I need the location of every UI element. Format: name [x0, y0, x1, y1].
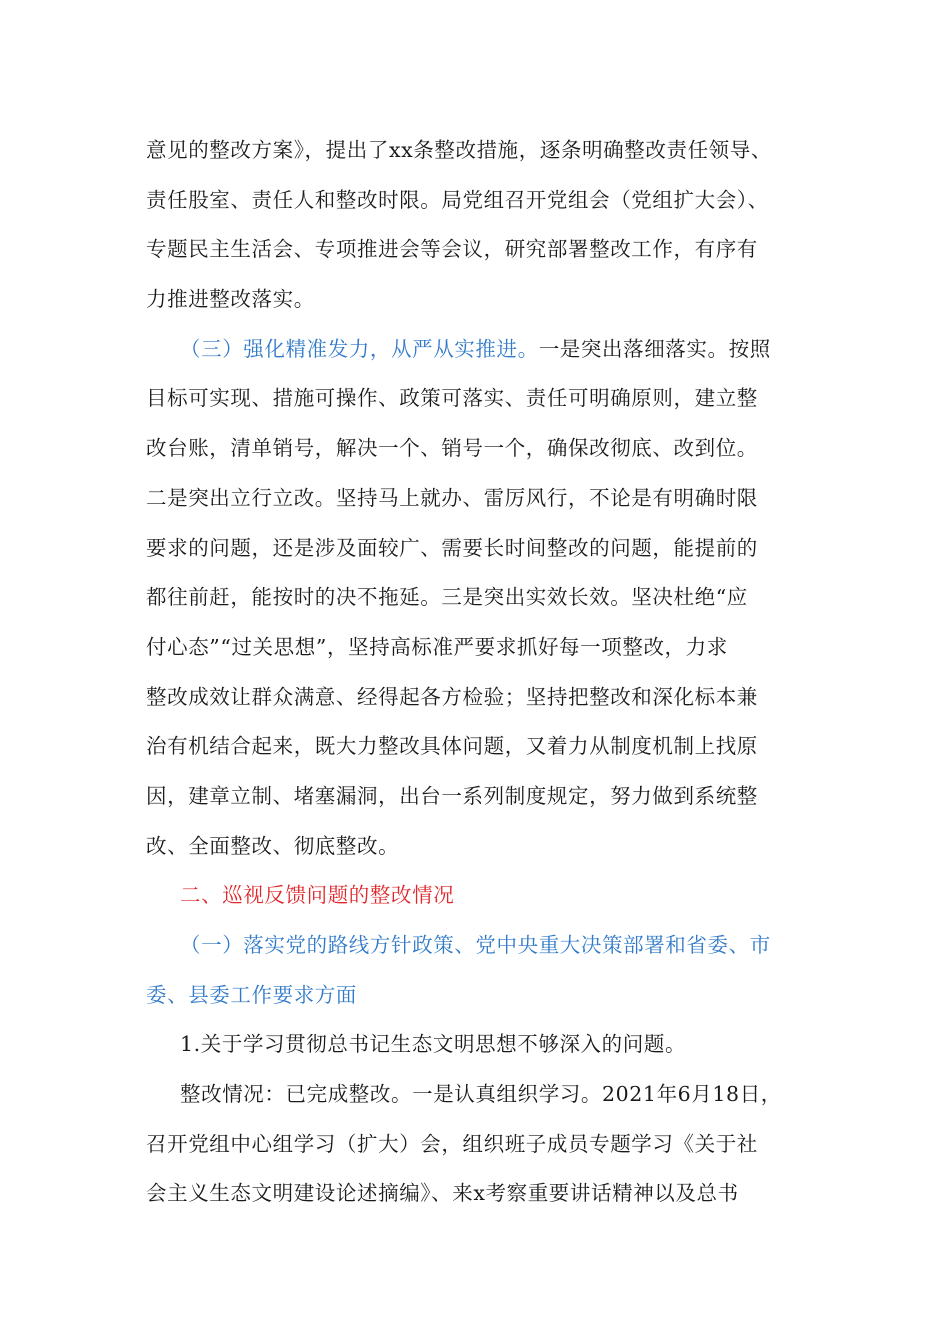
text-segment: 召开党组中心组学习（扩大）会，组织班子成员专题学习《关于社: [146, 1131, 758, 1156]
text-line: [146, 971, 820, 1021]
text-line: [146, 573, 820, 623]
text-line: [146, 1120, 820, 1170]
text-line: [146, 1020, 820, 1070]
text-line: [146, 1169, 820, 1219]
text-segment: 专题民主生活会、专项推进会等会议，研究部署整改工作，有序有: [146, 237, 758, 262]
text-segment: 力推进整改落实。: [146, 287, 315, 312]
text-segment: 都往前赶，能按时的决不拖延。三是突出实效长效。坚决杜绝“应: [146, 585, 748, 610]
text-segment: 责任股室、责任人和整改时限。局党组召开党组会（党组扩大会）、: [146, 187, 769, 212]
text-line: [146, 722, 820, 772]
text-line: [146, 772, 820, 822]
text-line: [146, 325, 820, 375]
text-segment: 意见的整改方案》，提出了xx条整改措施，逐条明确整改责任领导、: [146, 138, 772, 162]
text-segment: 会主义生态文明建设论述摘编》、来x考察重要讲话精神以及总书: [146, 1181, 739, 1206]
subsection-heading: （三）强化精准发力，从严从实推进。: [180, 336, 539, 361]
text-line: [146, 474, 820, 524]
text-line: [146, 275, 820, 325]
subsection-heading: 委、县委工作要求方面: [146, 982, 357, 1007]
text-line: [146, 374, 820, 424]
text-segment: 1.关于学习贯彻总书记生态文明思想不够深入的问题。: [180, 1032, 687, 1057]
text-segment: 付心态”“过关思想”，坚持高标准严要求抓好每一项整改，力求: [146, 634, 728, 659]
text-segment: 改、全面整改、彻底整改。: [146, 833, 400, 858]
section-heading: 二、巡视反馈问题的整改情况: [180, 883, 455, 908]
text-segment: 一是突出落细落实。按照: [538, 336, 771, 361]
text-line: [146, 921, 820, 971]
text-line: [146, 623, 820, 673]
text-line: [146, 424, 820, 474]
text-segment: 因，建章立制、堵塞漏洞，出台一系列制度规定，努力做到系统整: [146, 783, 758, 808]
document-body: [146, 126, 820, 1219]
text-segment: 整改情况：已完成整改。一是认真组织学习。2021年6月18日，: [180, 1082, 782, 1107]
text-segment: 二是突出立行立改。坚持马上就办、雷厉风行，不论是有明确时限: [146, 485, 758, 510]
text-segment: 治有机结合起来，既大力整改具体问题，又着力从制度机制上找原: [146, 734, 758, 759]
text-segment: 目标可实现、措施可操作、政策可落实、责任可明确原则，建立整: [146, 386, 758, 411]
text-line: [146, 524, 820, 574]
text-line: [146, 871, 820, 921]
text-line: [146, 1070, 820, 1120]
text-segment: 改台账，清单销号，解决一个、销号一个，确保改彻底、改到位。: [146, 436, 758, 461]
text-segment: 要求的问题，还是涉及面较广、需要长时间整改的问题，能提前的: [146, 535, 758, 560]
text-line: [146, 176, 820, 226]
text-line: [146, 126, 820, 176]
text-line: [146, 673, 820, 723]
subsection-heading: （一）落实党的路线方针政策、党中央重大决策部署和省委、市: [180, 933, 771, 957]
text-segment: 整改成效让群众满意、经得起各方检验；坚持把整改和深化标本兼: [146, 684, 758, 709]
text-line: [146, 822, 820, 872]
text-line: [146, 225, 820, 275]
